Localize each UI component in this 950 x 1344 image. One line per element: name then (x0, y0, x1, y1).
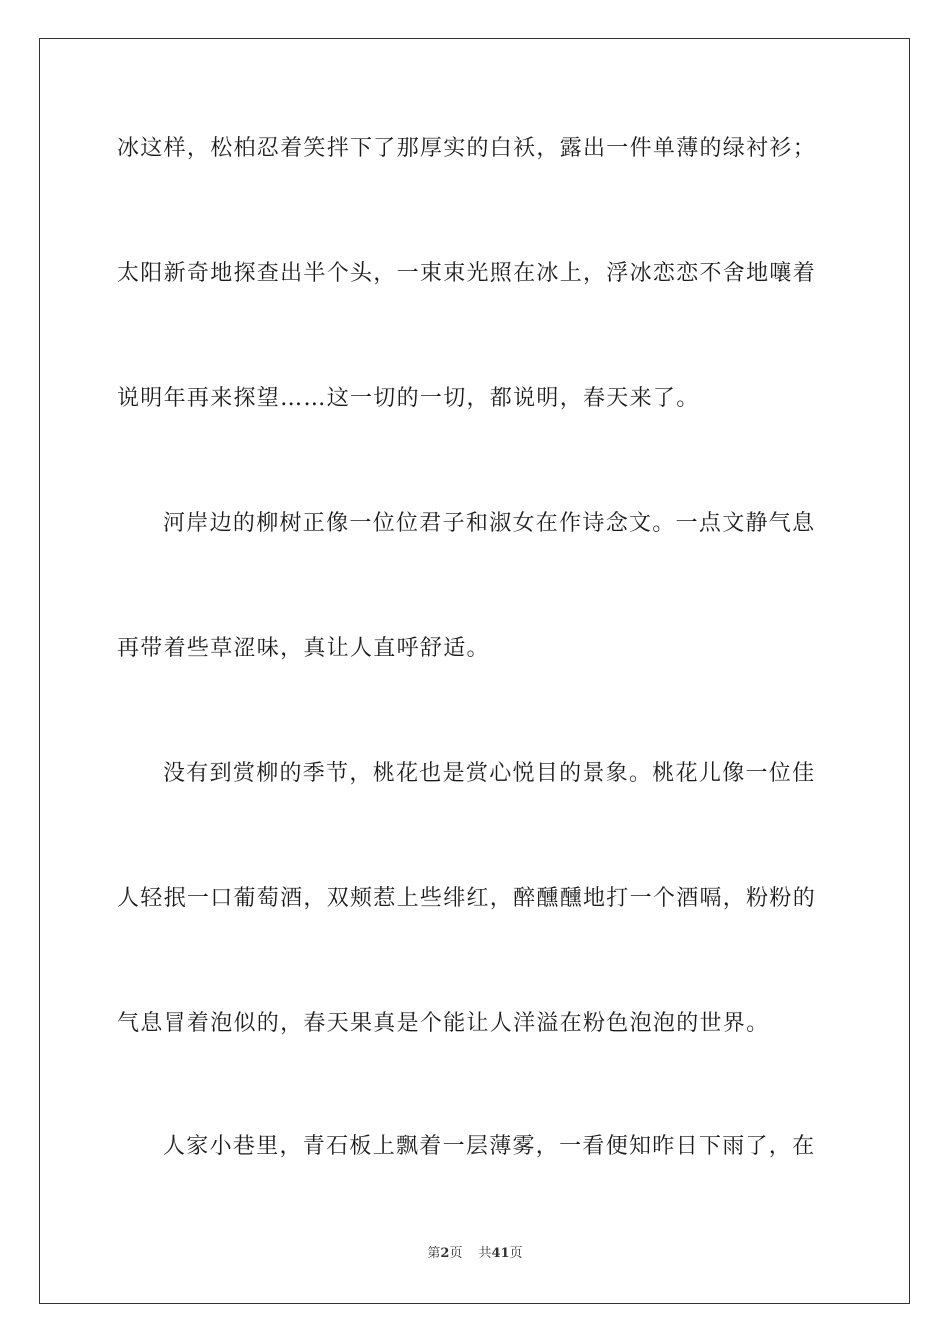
page-border (39, 38, 910, 1304)
page-footer (0, 1245, 950, 1263)
total-pages: 41 (491, 1246, 510, 1261)
total-suffix: 页 (509, 1246, 523, 1261)
text-line-8: 气息冒着泡似的，春天果真是个能让人洋溢在粉色泡泡的世界。 (117, 1011, 770, 1036)
text-line-5: 再带着些草涩味，真让人直呼舒适。 (117, 636, 490, 661)
page-suffix: 页 (449, 1246, 463, 1261)
text-line-1: 冰这样，松柏忍着笑拌下了那厚实的白袄，露出一件单薄的绿衬衫； (117, 136, 817, 161)
page-prefix: 第 (427, 1246, 441, 1261)
text-line-2: 太阳新奇地探查出半个头，一束束光照在冰上，浮冰恋恋不舍地嚷着 (117, 261, 817, 286)
text-line-3: 说明年再来探望……这一切的一切，都说明，春天来了。 (117, 386, 700, 411)
page-number: 2 (440, 1246, 450, 1261)
total-prefix: 共 (478, 1246, 492, 1261)
text-line-4: 河岸边的柳树正像一位位君子和淑女在作诗念文。一点文静气息 (163, 511, 816, 536)
text-line-6: 没有到赏柳的季节，桃花也是赏心悦目的景象。桃花儿像一位佳 (163, 761, 816, 786)
text-line-9: 人家小巷里，青石板上飘着一层薄雾，一看便知昨日下雨了，在 (163, 1134, 816, 1159)
text-line-7: 人轻抿一口葡萄酒，双颊惹上些绯红，醉醺醺地打一个酒嗝，粉粉的 (117, 886, 817, 911)
